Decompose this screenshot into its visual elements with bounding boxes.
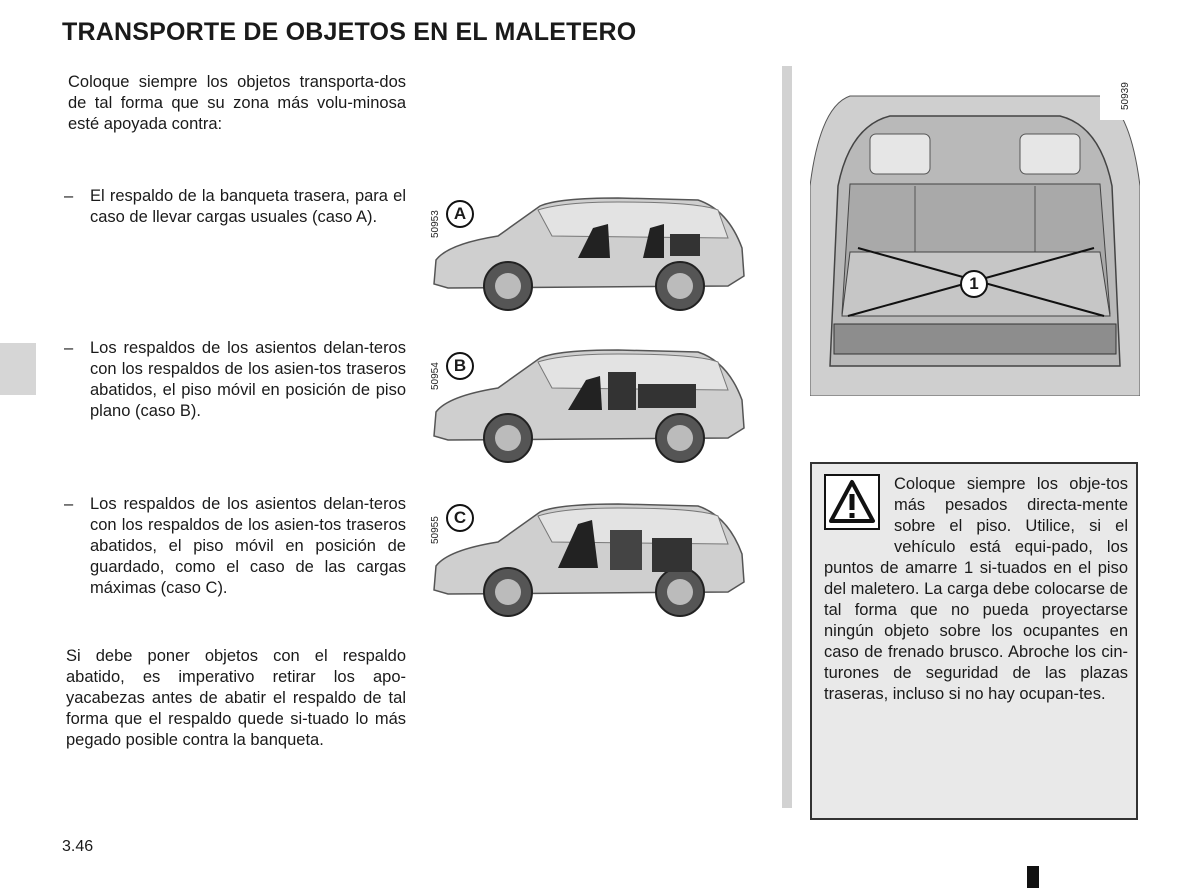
- bullet-dash: –: [64, 339, 74, 357]
- bullet-text: El respaldo de la banqueta trasera, para el caso de llevar cargas usuales (caso A).: [90, 187, 406, 226]
- case-b-label: B: [446, 352, 474, 380]
- figure-code: 50954: [430, 362, 441, 390]
- bullet-text: Los respaldos de los asientos delan-teros con los respaldos de los asien-tos traseros abatidos, el piso móvil en posición de piso plano (caso B).: [90, 339, 406, 420]
- car-illustration-b: [428, 340, 748, 465]
- figure-code: 50939: [1120, 82, 1131, 110]
- car-illustration-a: [428, 188, 748, 313]
- warning-text: Coloque siempre los obje-tos más pesados directa-mente sobre el piso. Utilice, si el vehículo está equi-pado, los puntos de amarre 1 si-tuados en el piso del maletero. La carga debe colocarse de tal forma que no pueda proyectarse ningún objeto sobre los ocupantes en caso de frenado brusco. Abroche los cin-turones de seguridad de las plazas traseras, incluso si no hay ocupan-tes.: [824, 475, 1128, 703]
- chapter-tab: [0, 343, 36, 395]
- page-number: 3.46: [62, 838, 94, 855]
- bullet-dash: –: [64, 187, 74, 205]
- column-divider: [782, 66, 792, 808]
- anchor-point-callout: 1: [960, 270, 988, 298]
- closing-paragraph: Si debe poner objetos con el respaldo abatido, es imperativo retirar los apo-yacabezas antes de abatir el respaldo de tal forma que el respaldo quede si-tuado lo más pegado posible contra la banqueta.: [66, 647, 406, 749]
- car-illustration-c: [428, 494, 748, 619]
- page-title: TRANSPORTE DE OBJETOS EN EL MALETERO: [62, 18, 637, 46]
- list-item: [64, 494, 406, 599]
- list-item: [64, 338, 406, 422]
- list-item: [64, 186, 406, 228]
- bullet-dash: –: [64, 495, 74, 513]
- warning-text-block: [824, 474, 1128, 705]
- trunk-drawing: [810, 66, 1140, 396]
- bullet-text: Los respaldos de los asientos delan-teros con los respaldos de los asien-tos traseros abatidos, el piso móvil en posición de guardado, como el caso de las cargas máximas (caso C).: [90, 495, 406, 597]
- warning-box: [810, 462, 1138, 820]
- page-marker: [1027, 866, 1039, 888]
- case-c-label: C: [446, 504, 474, 532]
- intro-paragraph: Coloque siempre los objetos transporta-dos de tal forma que su zona más volu-minosa esté apoyada contra:: [68, 73, 406, 133]
- trunk-illustration: [810, 66, 1140, 396]
- case-a-label: A: [446, 200, 474, 228]
- figure-code: 50955: [430, 516, 441, 544]
- figure-code: 50953: [430, 210, 441, 238]
